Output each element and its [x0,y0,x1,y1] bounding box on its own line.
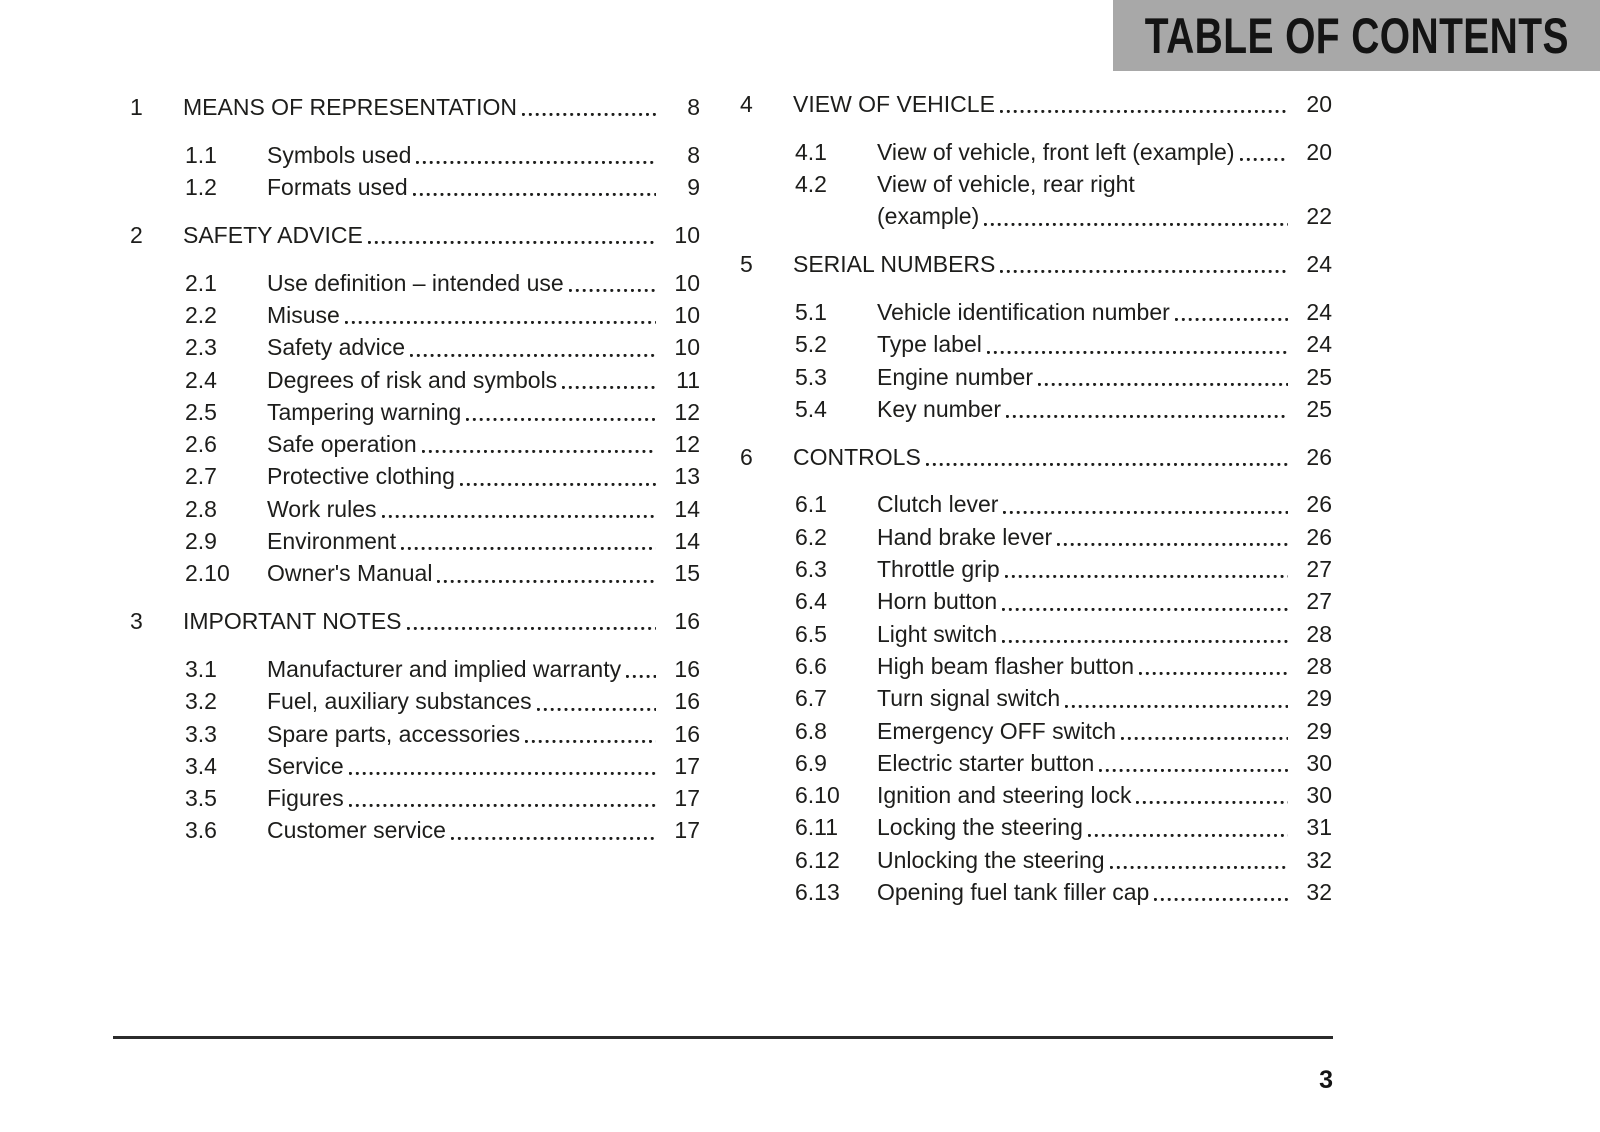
entry-number: 3.1 [185,655,217,682]
entry-title: View of vehicle, front left (example) [877,138,1235,165]
dot-leader [1121,715,1288,747]
page-ref: 32 [1306,846,1332,873]
entry-title: Horn button [877,588,998,615]
entry-title: Vehicle identification number [877,298,1170,325]
dot-leader [368,219,656,251]
entry-number: 2 [130,221,143,248]
entry-title: Throttle grip [877,556,1000,583]
entry-number: 3.3 [185,720,217,747]
dot-leader [1002,618,1288,650]
entry-number: 6.13 [795,879,840,906]
toc-entry-row [130,396,700,428]
entry-title: CONTROLS [793,443,921,470]
toc-entry-row [130,718,700,750]
page-ref [1298,168,1332,200]
dot-leader [1005,553,1288,585]
toc-entry-row [740,715,1332,747]
page-ref: 30 [1306,749,1332,776]
entry-title: Ignition and steering lock [877,782,1132,809]
entry-number: 6.11 [795,814,839,841]
entry-number: 6.12 [795,846,840,873]
page-ref: 20 [1306,91,1332,117]
toc-entry-row [130,525,700,557]
entry-title: Key number [877,395,1002,422]
dot-leader [349,750,656,782]
entry-number: 1.2 [185,174,217,201]
page-ref: 10 [674,334,700,361]
page-ref: 16 [674,608,700,635]
dot-leader [413,171,656,203]
page-ref: 26 [1306,491,1332,518]
toc-entry-row [130,653,700,685]
entry-number: 5.1 [795,298,827,325]
toc-entry-row [130,331,700,363]
dot-leader [537,685,656,717]
page-ref: 12 [674,398,700,425]
toc-entry-row [740,844,1332,876]
entry-title: Owner's Manual [267,560,433,587]
entry-title: Environment [267,528,397,555]
page-ref: 32 [1306,879,1332,906]
toc-column [130,91,700,847]
dot-leader [987,328,1288,360]
toc-entry-row [740,488,1332,520]
page-ref: 29 [1306,685,1332,712]
page-ref: 29 [1306,717,1332,744]
entry-number: 6.4 [795,588,827,615]
entry-number: 6.10 [795,782,840,809]
entry-number: 5 [740,251,753,278]
toc-entry-row [740,136,1332,168]
page-ref: 17 [674,752,700,779]
entry-number: 2.2 [185,301,217,328]
page-number: 3 [1319,1066,1333,1094]
entry-title: (example) [877,203,980,230]
toc-column [740,88,1332,908]
header-bar [1113,0,1600,71]
entry-number: 3 [130,608,143,635]
entry-title: High beam flasher button [877,652,1134,679]
dot-leader [525,718,656,750]
dot-leader [410,331,656,363]
entry-number: 6 [740,443,753,470]
page-ref: 25 [1306,363,1332,390]
entry-title: Spare parts, accessories [267,720,521,747]
page-title: TABLE OF CONTENTS [1144,7,1569,64]
entry-title: Misuse [267,301,340,328]
dot-leader [1000,248,1288,280]
toc-section-row [130,605,700,637]
toc-entry-row-continued [740,200,1332,232]
toc-entry-row [740,585,1332,617]
entry-title: SERIAL NUMBERS [793,251,996,278]
dot-leader [1000,88,1288,120]
entry-number: 2.4 [185,366,217,393]
dot-leader [466,396,656,428]
toc-section-row [130,219,700,251]
entry-title: Opening fuel tank filler cap [877,879,1150,906]
page-ref: 15 [674,560,700,587]
toc-entry-row [740,747,1332,779]
entry-title: Degrees of risk and symbols [267,366,558,393]
entry-number: 2.1 [185,269,217,296]
toc-entry-row [130,685,700,717]
toc-entry-row [740,296,1332,328]
page-ref: 14 [674,528,700,555]
page-ref: 27 [1306,556,1332,583]
entry-title: IMPORTANT NOTES [183,608,402,635]
page-ref: 28 [1306,620,1332,647]
dot-leader [1057,521,1288,553]
dot-leader [1110,844,1288,876]
entry-title: Customer service [267,817,446,844]
dot-leader [1175,296,1288,328]
dot-leader [569,267,656,299]
toc-entry-row [740,682,1332,714]
toc-entry-row [130,171,700,203]
entry-title: Symbols used [267,141,412,168]
entry-number: 1.1 [185,141,217,168]
entry-title: Safety advice [267,334,406,361]
entry-number: 6.9 [795,749,827,776]
toc-section-row [130,91,700,123]
toc-entry-row [130,460,700,492]
page-ref: 12 [674,431,700,458]
page-ref: 17 [674,817,700,844]
dot-leader [1038,361,1288,393]
page-ref: 26 [1306,523,1332,550]
dot-leader [1003,488,1288,520]
toc-entry-row [740,618,1332,650]
page-ref: 8 [687,94,700,120]
entry-number: 4 [740,91,753,117]
entry-title: Emergency OFF switch [877,717,1116,744]
entry-number: 6.5 [795,620,827,647]
entry-title: Safe operation [267,431,417,458]
entry-title: Type label [877,331,982,358]
page-ref: 24 [1306,331,1332,358]
entry-title: Service [267,752,344,779]
toc-entry-row [740,811,1332,843]
entry-number: 2.7 [185,463,217,490]
toc-entry-row [130,428,700,460]
entry-number: 2.3 [185,334,217,361]
entry-number: 6.8 [795,717,827,744]
toc-entry-row [130,750,700,782]
entry-number: 3.6 [185,817,217,844]
entry-title: Work rules [267,495,377,522]
toc-entry-row [740,361,1332,393]
entry-number: 2.8 [185,495,217,522]
toc-entry-row [130,557,700,589]
entry-title: Unlocking the steering [877,846,1105,873]
entry-number: 1 [130,94,143,120]
dot-leader [984,200,1288,232]
entry-number: 4.1 [795,138,827,165]
entry-number: 2.9 [185,528,217,555]
toc-entry-row [740,650,1332,682]
entry-number: 2.5 [185,398,217,425]
dot-leader [1136,779,1288,811]
page-ref: 16 [674,688,700,715]
entry-title: Fuel, auxiliary substances [267,688,532,715]
dot-leader [522,91,656,123]
dot-leader [926,441,1288,473]
entry-title: Light switch [877,620,998,647]
dot-leader [416,139,656,171]
toc-section-row [740,248,1332,280]
toc-entry-row [130,814,700,846]
entry-number: 5.2 [795,331,827,358]
page-ref: 10 [674,301,700,328]
entry-title: Hand brake lever [877,523,1053,550]
entry-title: Formats used [267,174,408,201]
page-ref: 10 [674,221,700,248]
dot-leader [422,428,656,460]
dot-leader [626,653,656,685]
page-ref: 14 [674,495,700,522]
toc-entry-row [130,267,700,299]
entry-title: Clutch lever [877,491,999,518]
dot-leader [382,493,657,525]
entry-number: 4.2 [795,171,827,198]
dot-leader [1240,136,1288,168]
entry-title: Tampering warning [267,398,462,425]
dot-leader [345,299,656,331]
dot-leader [1065,682,1288,714]
entry-title: SAFETY ADVICE [183,221,363,248]
page-ref: 30 [1306,782,1332,809]
entry-number: 6.7 [795,685,827,712]
toc-entry-row [740,393,1332,425]
toc-entry-row [740,876,1332,908]
toc-section-row [740,88,1332,120]
entry-number: 5.3 [795,363,827,390]
entry-title: Use definition – intended use [267,269,564,296]
entry-number: 5.4 [795,395,827,422]
page-ref: 17 [674,785,700,812]
dot-leader [562,364,656,396]
entry-title: VIEW OF VEHICLE [793,91,995,117]
dot-leader [1099,747,1288,779]
page-ref: 9 [687,174,700,201]
entry-title: View of vehicle, rear right [877,171,1135,198]
page-ref: 16 [674,720,700,747]
dot-leader [460,460,656,492]
dot-leader [437,557,656,589]
footer-divider [113,1036,1333,1039]
page-ref: 8 [687,141,700,168]
dot-leader [1154,876,1288,908]
toc-entry-row [740,779,1332,811]
toc-entry-row [130,493,700,525]
page-ref: 11 [676,366,700,393]
toc-entry-row [130,364,700,396]
page-ref: 13 [674,463,700,490]
page-ref: 31 [1306,814,1332,841]
toc-entry-row [130,139,700,171]
entry-number: 2.6 [185,431,217,458]
entry-number: 6.3 [795,556,827,583]
dot-leader [1088,811,1288,843]
page-ref: 16 [674,655,700,682]
entry-number: 6.6 [795,652,827,679]
page-ref: 26 [1306,443,1332,470]
toc-entry-row [740,168,1332,200]
entry-title: Turn signal switch [877,685,1061,712]
page-ref: 28 [1306,652,1332,679]
dot-leader [401,525,656,557]
page-ref: 24 [1306,298,1332,325]
entry-number: 6.1 [795,491,827,518]
entry-number [795,200,877,232]
page-ref: 27 [1306,588,1332,615]
entry-number: 6.2 [795,523,827,550]
dot-leader [1002,585,1288,617]
entry-title: Engine number [877,363,1033,390]
dot-leader [349,782,656,814]
page-ref: 25 [1306,395,1332,422]
entry-number: 3.2 [185,688,217,715]
entry-title: Figures [267,785,344,812]
entry-title: Manufacturer and implied warranty [267,655,622,682]
page-ref: 10 [674,269,700,296]
toc-entry-row [740,521,1332,553]
toc-entry-row [130,299,700,331]
entry-title: Electric starter button [877,749,1095,776]
page-ref: 20 [1306,138,1332,165]
toc-entry-row [130,782,700,814]
entry-number: 3.5 [185,785,217,812]
dot-leader [1139,650,1288,682]
entry-title: Locking the steering [877,814,1083,841]
toc-entry-row [740,553,1332,585]
entry-number: 2.10 [185,560,230,587]
dot-leader [1140,168,1288,200]
entry-title: Protective clothing [267,463,455,490]
page-ref: 24 [1306,251,1332,278]
toc-entry-row [740,328,1332,360]
entry-title: MEANS OF REPRESENTATION [183,94,517,120]
entry-number: 3.4 [185,752,217,779]
dot-leader [407,605,656,637]
dot-leader [451,814,656,846]
page-ref: 22 [1306,203,1332,230]
toc-section-row [740,441,1332,473]
dot-leader [1006,393,1288,425]
